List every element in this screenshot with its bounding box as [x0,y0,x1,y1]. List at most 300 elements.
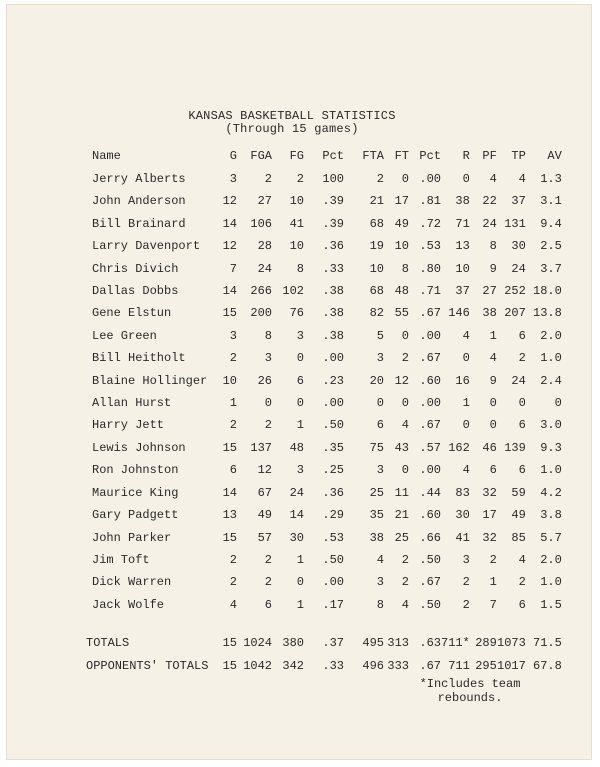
player-stat-ft: 4 [401,418,409,433]
player-stat-pf: 8 [489,239,497,254]
player-stat-ft-pct: .00 [419,463,441,478]
player-stat-fga: 2 [264,172,272,186]
player-stat-g: 3 [229,328,237,343]
player-name: Chris Divich [92,261,179,276]
player-stat-ft-pct: .50 [419,597,441,612]
player-stat-fta: 0 [376,396,384,411]
player-stat-g: 12 [222,239,237,254]
footnote-line: rebounds. [437,691,503,705]
totals-cell: 1073 [497,636,526,651]
player-stat-av: 9.3 [540,440,562,455]
player-stat-tp: 131 [504,216,526,231]
player-stat-ft: 0 [401,172,409,186]
player-stat-fg: 6 [296,373,304,388]
player-stat-fta: 3 [376,463,384,478]
player-row [86,482,562,504]
player-stat-ft: 12 [394,373,409,388]
player-stat-fg: 10 [289,194,304,209]
header-row [86,144,562,168]
player-stat-ft-pct: .67 [419,575,441,590]
opponents-totals-cell: 67.8 [533,658,562,673]
player-stat-fg: 76 [289,306,304,321]
player-stat-ft: 55 [394,306,409,321]
player-stat-r: 3 [462,552,470,567]
player-stat-av: 2.0 [540,552,562,567]
player-stat-tp: 0 [518,396,526,411]
opponents-totals-label: OPPONENTS' TOTALS [86,658,209,673]
totals-cell: 380 [282,636,304,651]
player-name: John Parker [92,530,172,545]
footnote-line: *Includes team [419,677,521,691]
player-row [86,527,562,549]
player-stat-ft-pct: .67 [419,351,441,366]
player-row [86,370,562,392]
player-stat-g: 14 [222,485,237,500]
totals-cell: 711* [441,636,470,651]
player-stat-av: 5.7 [540,530,562,545]
player-stat-fg: 1 [296,418,304,433]
player-stat-fta: 10 [369,261,384,276]
player-stat-ft-pct: .67 [419,306,441,321]
player-stat-av: 18.0 [533,284,562,299]
player-stat-g: 2 [229,552,237,567]
player-stat-fga: 3 [264,351,272,366]
player-stat-pf: 0 [489,418,497,433]
player-stat-fg-pct: .36 [322,485,344,500]
player-stat-tp: 6 [518,597,526,612]
player-name: Jerry Alberts [92,172,186,186]
player-row [86,302,562,324]
totals-label: TOTALS [86,636,130,651]
player-stat-fta: 75 [369,440,384,455]
player-stat-tp: 6 [518,418,526,433]
player-stat-pf: 6 [489,463,497,478]
player-stat-fg-pct: .38 [322,328,344,343]
player-stat-av: 1.0 [540,351,562,366]
opponents-totals-cell: 1042 [243,658,272,673]
player-stat-av: 2.5 [540,239,562,254]
player-stat-av: 1.3 [540,172,562,186]
player-stat-ft-pct: .71 [419,284,441,299]
player-stat-pf: 9 [489,373,497,388]
player-stat-ft: 21 [394,508,409,523]
player-stat-av: 2.4 [540,373,562,388]
player-name: Bill Brainard [92,216,186,231]
player-stat-g: 14 [222,216,237,231]
player-stat-ft-pct: .50 [419,552,441,567]
player-name: Jack Wolfe [92,597,165,612]
player-stat-r: 4 [462,463,470,478]
player-stat-fg-pct: .50 [322,418,344,433]
totals-cell: 71.5 [533,636,562,651]
player-stat-g: 7 [229,261,237,276]
player-stat-g: 15 [222,530,237,545]
player-row [86,235,562,257]
player-stat-fg: 2 [296,172,304,186]
player-stat-fg: 1 [296,552,304,567]
player-stat-pf: 22 [482,194,497,209]
spacer-cell [86,616,562,632]
player-stat-pf: 7 [489,597,497,612]
player-stat-fga: 2 [264,418,272,433]
typed-page [6,4,592,760]
player-stat-av: 3.8 [540,508,562,523]
player-stat-fg: 0 [296,396,304,411]
player-stat-fg: 0 [296,575,304,590]
opponents-totals-cell: 711 [448,658,470,673]
player-stat-r: 162 [448,440,470,455]
col-header-pf: PF [482,149,497,163]
player-stat-fg: 8 [296,261,304,276]
opponents-totals-cell: 333 [387,658,409,673]
opponents-totals-cell: 1017 [497,658,526,673]
player-stat-tp: 59 [511,485,526,500]
player-stat-pf: 38 [482,306,497,321]
player-row [86,437,562,459]
player-stat-fga: 27 [257,194,272,209]
player-stat-fta: 3 [376,351,384,366]
player-stat-fg-pct: .39 [322,194,344,209]
player-stat-g: 4 [229,597,237,612]
player-stat-pf: 27 [482,284,497,299]
player-stat-ft: 0 [401,328,409,343]
player-row [86,549,562,571]
player-stat-tp: 30 [511,239,526,254]
player-stat-fga: 266 [250,284,272,299]
player-stat-g: 10 [222,373,237,388]
player-stat-tp: 24 [511,373,526,388]
totals-cell: .37 [322,636,344,651]
player-stat-ft: 48 [394,284,409,299]
player-name: Lewis Johnson [92,440,186,455]
player-stat-r: 71 [455,216,470,231]
player-stat-r: 41 [455,530,470,545]
col-header-fg: FG [289,149,304,163]
player-stat-ft: 4 [401,597,409,612]
player-stat-g: 13 [222,508,237,523]
player-stat-av: 1.0 [540,575,562,590]
player-stat-av: 3.0 [540,418,562,433]
player-stat-av: 1.5 [540,597,562,612]
player-name: Bill Heitholt [92,351,186,366]
player-stat-fta: 19 [369,239,384,254]
player-stat-ft: 2 [401,351,409,366]
opponents-totals-cell: 496 [362,658,384,673]
player-stat-pf: 17 [482,508,497,523]
player-stat-g: 2 [229,351,237,366]
player-stat-fta: 5 [376,328,384,343]
player-stat-fta: 68 [369,284,384,299]
opponents-totals-cell: 15 [222,658,237,673]
player-stat-g: 6 [229,463,237,478]
col-header-g: G [229,149,237,163]
player-stat-pf: 4 [489,351,497,366]
player-stat-tp: 2 [518,351,526,366]
player-row [86,258,562,280]
opponents-totals-cell: 295 [475,658,497,673]
player-stat-fga: 24 [257,261,272,276]
player-stat-ft-pct: .66 [419,530,441,545]
player-name: Blaine Hollinger [92,373,208,388]
col-header-fta: FTA [362,149,384,163]
col-header-r: R [462,149,470,163]
player-name: Harry Jett [92,418,165,433]
totals-cell: 313 [387,636,409,651]
player-stat-av: 9.4 [540,216,562,231]
player-stat-r: 0 [462,418,470,433]
player-stat-fga: 26 [257,373,272,388]
player-name: Maurice King [92,485,179,500]
player-stat-fta: 6 [376,418,384,433]
player-stat-fta: 3 [376,575,384,590]
player-stat-fga: 12 [257,463,272,478]
player-stat-tp: 139 [504,440,526,455]
statistics-table [86,144,562,677]
player-stat-tp: 24 [511,261,526,276]
player-stat-r: 10 [455,261,470,276]
player-stat-fg: 41 [289,216,304,231]
player-row [86,504,562,526]
player-stat-r: 13 [455,239,470,254]
player-stat-r: 146 [448,306,470,321]
player-stat-fga: 67 [257,485,272,500]
player-stat-ft: 8 [401,261,409,276]
player-stat-r: 4 [462,328,470,343]
player-stat-ft-pct: .00 [419,396,441,411]
player-stat-tp: 252 [504,284,526,299]
opponents-totals-cell: .33 [322,658,344,673]
player-stat-fg: 3 [296,463,304,478]
player-stat-av: 3.1 [540,194,562,209]
player-stat-fg-pct: .17 [322,597,344,612]
player-name: Larry Davenport [92,239,201,254]
player-stat-pf: 0 [489,396,497,411]
col-header-fga: FGA [250,149,272,163]
player-stat-fta: 38 [369,530,384,545]
col-header-fg-pct: Pct [322,149,344,163]
player-stat-fg: 14 [289,508,304,523]
col-header-ft: FT [394,149,409,163]
player-stat-ft: 0 [401,463,409,478]
player-stat-r: 38 [455,194,470,209]
player-stat-fg-pct: .38 [322,306,344,321]
player-row [86,213,562,235]
page-subtitle: (Through 15 games) [225,122,359,136]
footnote [410,677,530,705]
player-row [86,325,562,347]
player-stat-tp: 6 [518,463,526,478]
player-stat-fta: 25 [369,485,384,500]
player-stat-fta: 35 [369,508,384,523]
player-stat-pf: 32 [482,485,497,500]
player-name: Allan Hurst [92,396,172,411]
player-stat-ft: 11 [394,485,409,500]
totals-cell: 15 [222,636,237,651]
player-stat-ft-pct: .00 [419,172,441,186]
player-stat-fga: 2 [264,575,272,590]
player-row [86,414,562,436]
player-stat-fg-pct: .39 [322,216,344,231]
player-stat-av: 13.8 [533,306,562,321]
player-stat-r: 1 [462,396,470,411]
player-name: John Anderson [92,194,186,209]
totals-row [86,632,562,654]
player-stat-fg: 0 [296,351,304,366]
player-rows [86,168,562,616]
opponents-totals-row [86,655,562,677]
col-header-name: Name [92,149,121,163]
player-stat-r: 37 [455,284,470,299]
player-stat-fg: 48 [289,440,304,455]
player-row [86,280,562,302]
player-row [86,571,562,593]
player-stat-ft-pct: .60 [419,508,441,523]
player-stat-r: 30 [455,508,470,523]
player-stat-tp: 4 [518,172,526,186]
player-stat-g: 1 [229,396,237,411]
player-stat-r: 2 [462,597,470,612]
player-stat-tp: 6 [518,328,526,343]
totals-cell: 289 [475,636,497,651]
player-stat-ft: 10 [394,239,409,254]
page-title: KANSAS BASKETBALL STATISTICS [188,109,396,123]
player-stat-fg-pct: .00 [322,396,344,411]
player-stat-av: 3.7 [540,261,562,276]
player-stat-g: 12 [222,194,237,209]
totals-cell: 1024 [243,636,272,651]
player-stat-r: 0 [462,351,470,366]
player-stat-g: 2 [229,575,237,590]
player-stat-fga: 6 [264,597,272,612]
player-row [86,594,562,616]
player-stat-pf: 1 [489,575,497,590]
player-stat-pf: 9 [489,261,497,276]
player-stat-fg-pct: .53 [322,530,344,545]
player-stat-r: 0 [462,172,470,186]
player-stat-av: 1.0 [540,463,562,478]
player-stat-fg-pct: .38 [322,284,344,299]
player-stat-ft: 25 [394,530,409,545]
player-stat-ft-pct: .00 [419,328,441,343]
player-row [86,347,562,369]
player-stat-ft: 43 [394,440,409,455]
player-row [86,459,562,481]
player-stat-fg-pct: .00 [322,575,344,590]
player-stat-av: 2.0 [540,328,562,343]
player-stat-tp: 2 [518,575,526,590]
player-stat-fg-pct: .25 [322,463,344,478]
player-stat-tp: 4 [518,552,526,567]
player-stat-tp: 207 [504,306,526,321]
player-stat-r: 16 [455,373,470,388]
player-stat-fg: 1 [296,597,304,612]
player-stat-fga: 57 [257,530,272,545]
player-stat-fta: 20 [369,373,384,388]
player-stat-fga: 0 [264,396,272,411]
player-stat-fg-pct: .33 [322,261,344,276]
player-stat-fg-pct: .50 [322,552,344,567]
player-stat-ft: 49 [394,216,409,231]
player-stat-fg-pct: .00 [322,351,344,366]
player-stat-fg-pct: .23 [322,373,344,388]
player-row [86,190,562,212]
player-stat-fta: 2 [376,172,384,186]
player-stat-ft: 0 [401,396,409,411]
player-stat-ft-pct: .60 [419,373,441,388]
player-stat-fga: 2 [264,552,272,567]
player-stat-ft-pct: .57 [419,440,441,455]
player-stat-fga: 137 [250,440,272,455]
col-header-tp: TP [511,149,526,163]
player-stat-ft-pct: .81 [419,194,441,209]
player-stat-g: 2 [229,418,237,433]
player-stat-fg-pct: .36 [322,239,344,254]
player-name: Ron Johnston [92,463,179,478]
player-stat-fta: 4 [376,552,384,567]
player-stat-fg: 102 [282,284,304,299]
player-name: Gene Elstun [92,306,172,321]
player-stat-ft: 2 [401,575,409,590]
col-header-ft-pct: Pct [419,149,441,163]
player-row [86,168,562,190]
player-stat-fg-pct: .29 [322,508,344,523]
player-stat-fg-pct: .35 [322,440,344,455]
player-stat-pf: 46 [482,440,497,455]
player-stat-pf: 4 [489,172,497,186]
player-stat-tp: 37 [511,194,526,209]
player-name: Gary Padgett [92,508,179,523]
player-stat-fg: 30 [289,530,304,545]
player-name: Dallas Dobbs [92,284,179,299]
player-stat-ft-pct: .44 [419,485,441,500]
player-name: Dick Warren [92,575,172,590]
col-header-av: AV [547,149,562,163]
player-stat-av: 0 [554,396,562,411]
player-stat-g: 3 [229,172,237,186]
player-stat-fga: 49 [257,508,272,523]
player-stat-g: 15 [222,440,237,455]
player-stat-av: 4.2 [540,485,562,500]
player-stat-fta: 68 [369,216,384,231]
player-name: Lee Green [92,328,157,343]
totals-cell: 495 [362,636,384,651]
spacer-row [86,616,562,632]
player-stat-fga: 106 [250,216,272,231]
player-stat-fg: 24 [289,485,304,500]
player-stat-pf: 1 [489,328,497,343]
player-stat-pf: 2 [489,552,497,567]
player-stat-fg-pct: 100 [322,172,344,186]
player-stat-pf: 24 [482,216,497,231]
player-stat-ft: 17 [394,194,409,209]
player-stat-fga: 8 [264,328,272,343]
player-stat-fta: 8 [376,597,384,612]
player-stat-fg: 10 [289,239,304,254]
player-stat-fg: 3 [296,328,304,343]
player-stat-ft: 2 [401,552,409,567]
player-row [86,392,562,414]
player-stat-tp: 85 [511,530,526,545]
player-stat-ft-pct: .80 [419,261,441,276]
player-stat-tp: 49 [511,508,526,523]
player-stat-fta: 21 [369,194,384,209]
player-stat-pf: 32 [482,530,497,545]
player-stat-ft-pct: .53 [419,239,441,254]
totals-cell: .63 [419,636,441,651]
player-stat-fga: 200 [250,306,272,321]
player-stat-g: 15 [222,306,237,321]
player-stat-r: 83 [455,485,470,500]
